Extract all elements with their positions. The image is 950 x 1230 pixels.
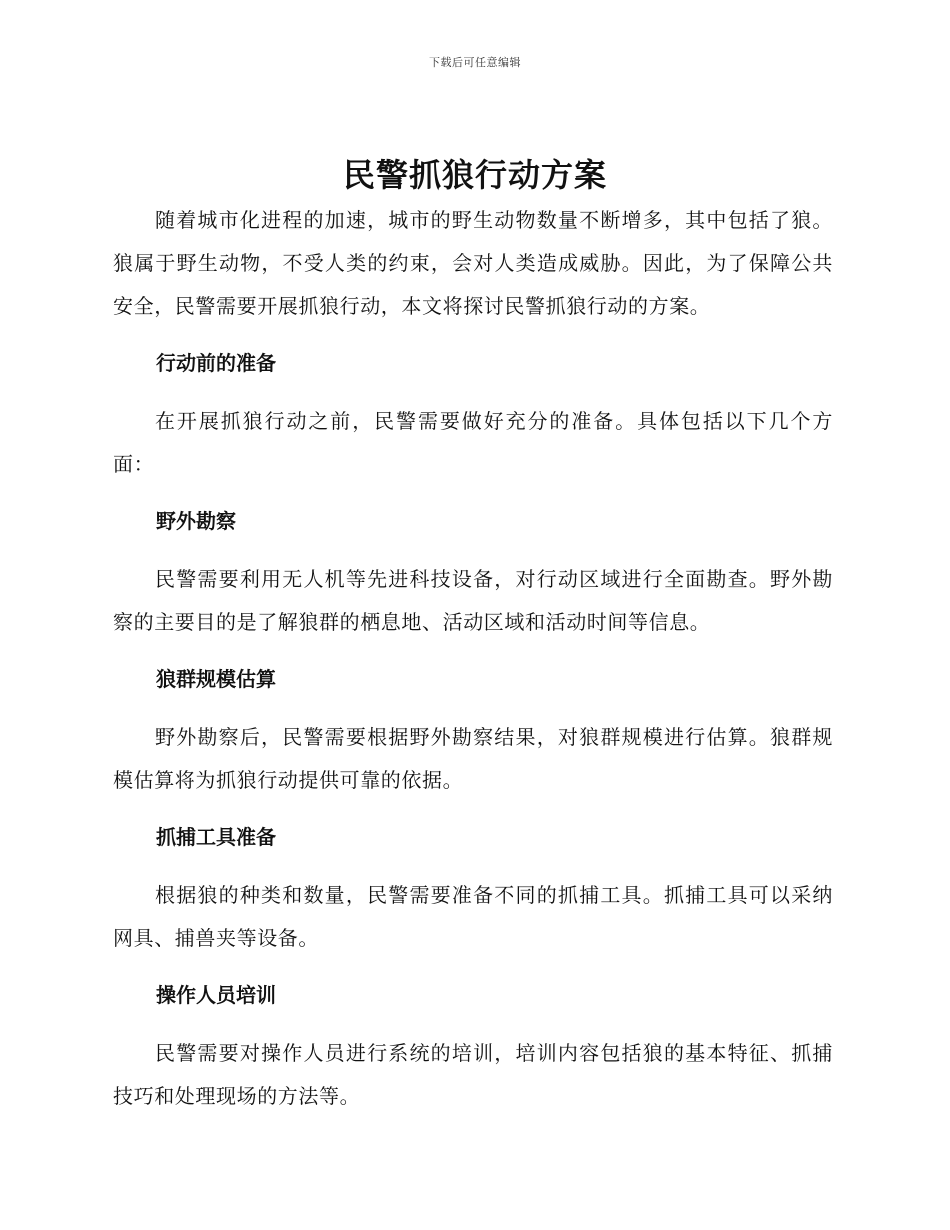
section-body-field-survey: 民警需要利用无人机等先进科技设备，对行动区域进行全面勘查。野外勘察的主要目的是了解狼群的栖息地、活动区域和活动时间等信息。 [113,567,833,634]
document-title: 民警抓狼行动方案 [342,156,607,194]
section-body-preparation: 在开展抓狼行动之前，民警需要做好充分的准备。具体包括以下几个方面： [113,409,833,476]
section-heading-preparation: 行动前的准备 [156,351,276,375]
section-heading-pack-estimate: 狼群规模估算 [156,667,276,691]
section-heading-training: 操作人员培训 [156,983,276,1007]
document-body [113,199,833,1118]
section-heading-tools: 抓捕工具准备 [156,825,276,849]
section-body-tools: 根据狼的种类和数量，民警需要准备不同的抓捕工具。抓捕工具可以采纳网具、捕兽夹等设备。 [113,883,833,950]
page-header-note: 下载后可任意编辑 [429,56,521,69]
section-heading-field-survey: 野外勘察 [156,509,236,533]
intro-paragraph: 随着城市化进程的加速，城市的野生动物数量不断增多，其中包括了狼。狼属于野生动物，不受人类的约束，会对人类造成威胁。因此，为了保障公共安全，民警需要开展抓狼行动，本文将探讨民警抓狼行动的方案。 [113,208,833,318]
section-body-pack-estimate: 野外勘察后，民警需要根据野外勘察结果，对狼群规模进行估算。狼群规模估算将为抓狼行动提供可靠的依据。 [113,725,833,792]
section-body-training: 民警需要对操作人员进行系统的培训，培训内容包括狼的基本特征、抓捕技巧和处理现场的方法等。 [113,1041,833,1108]
